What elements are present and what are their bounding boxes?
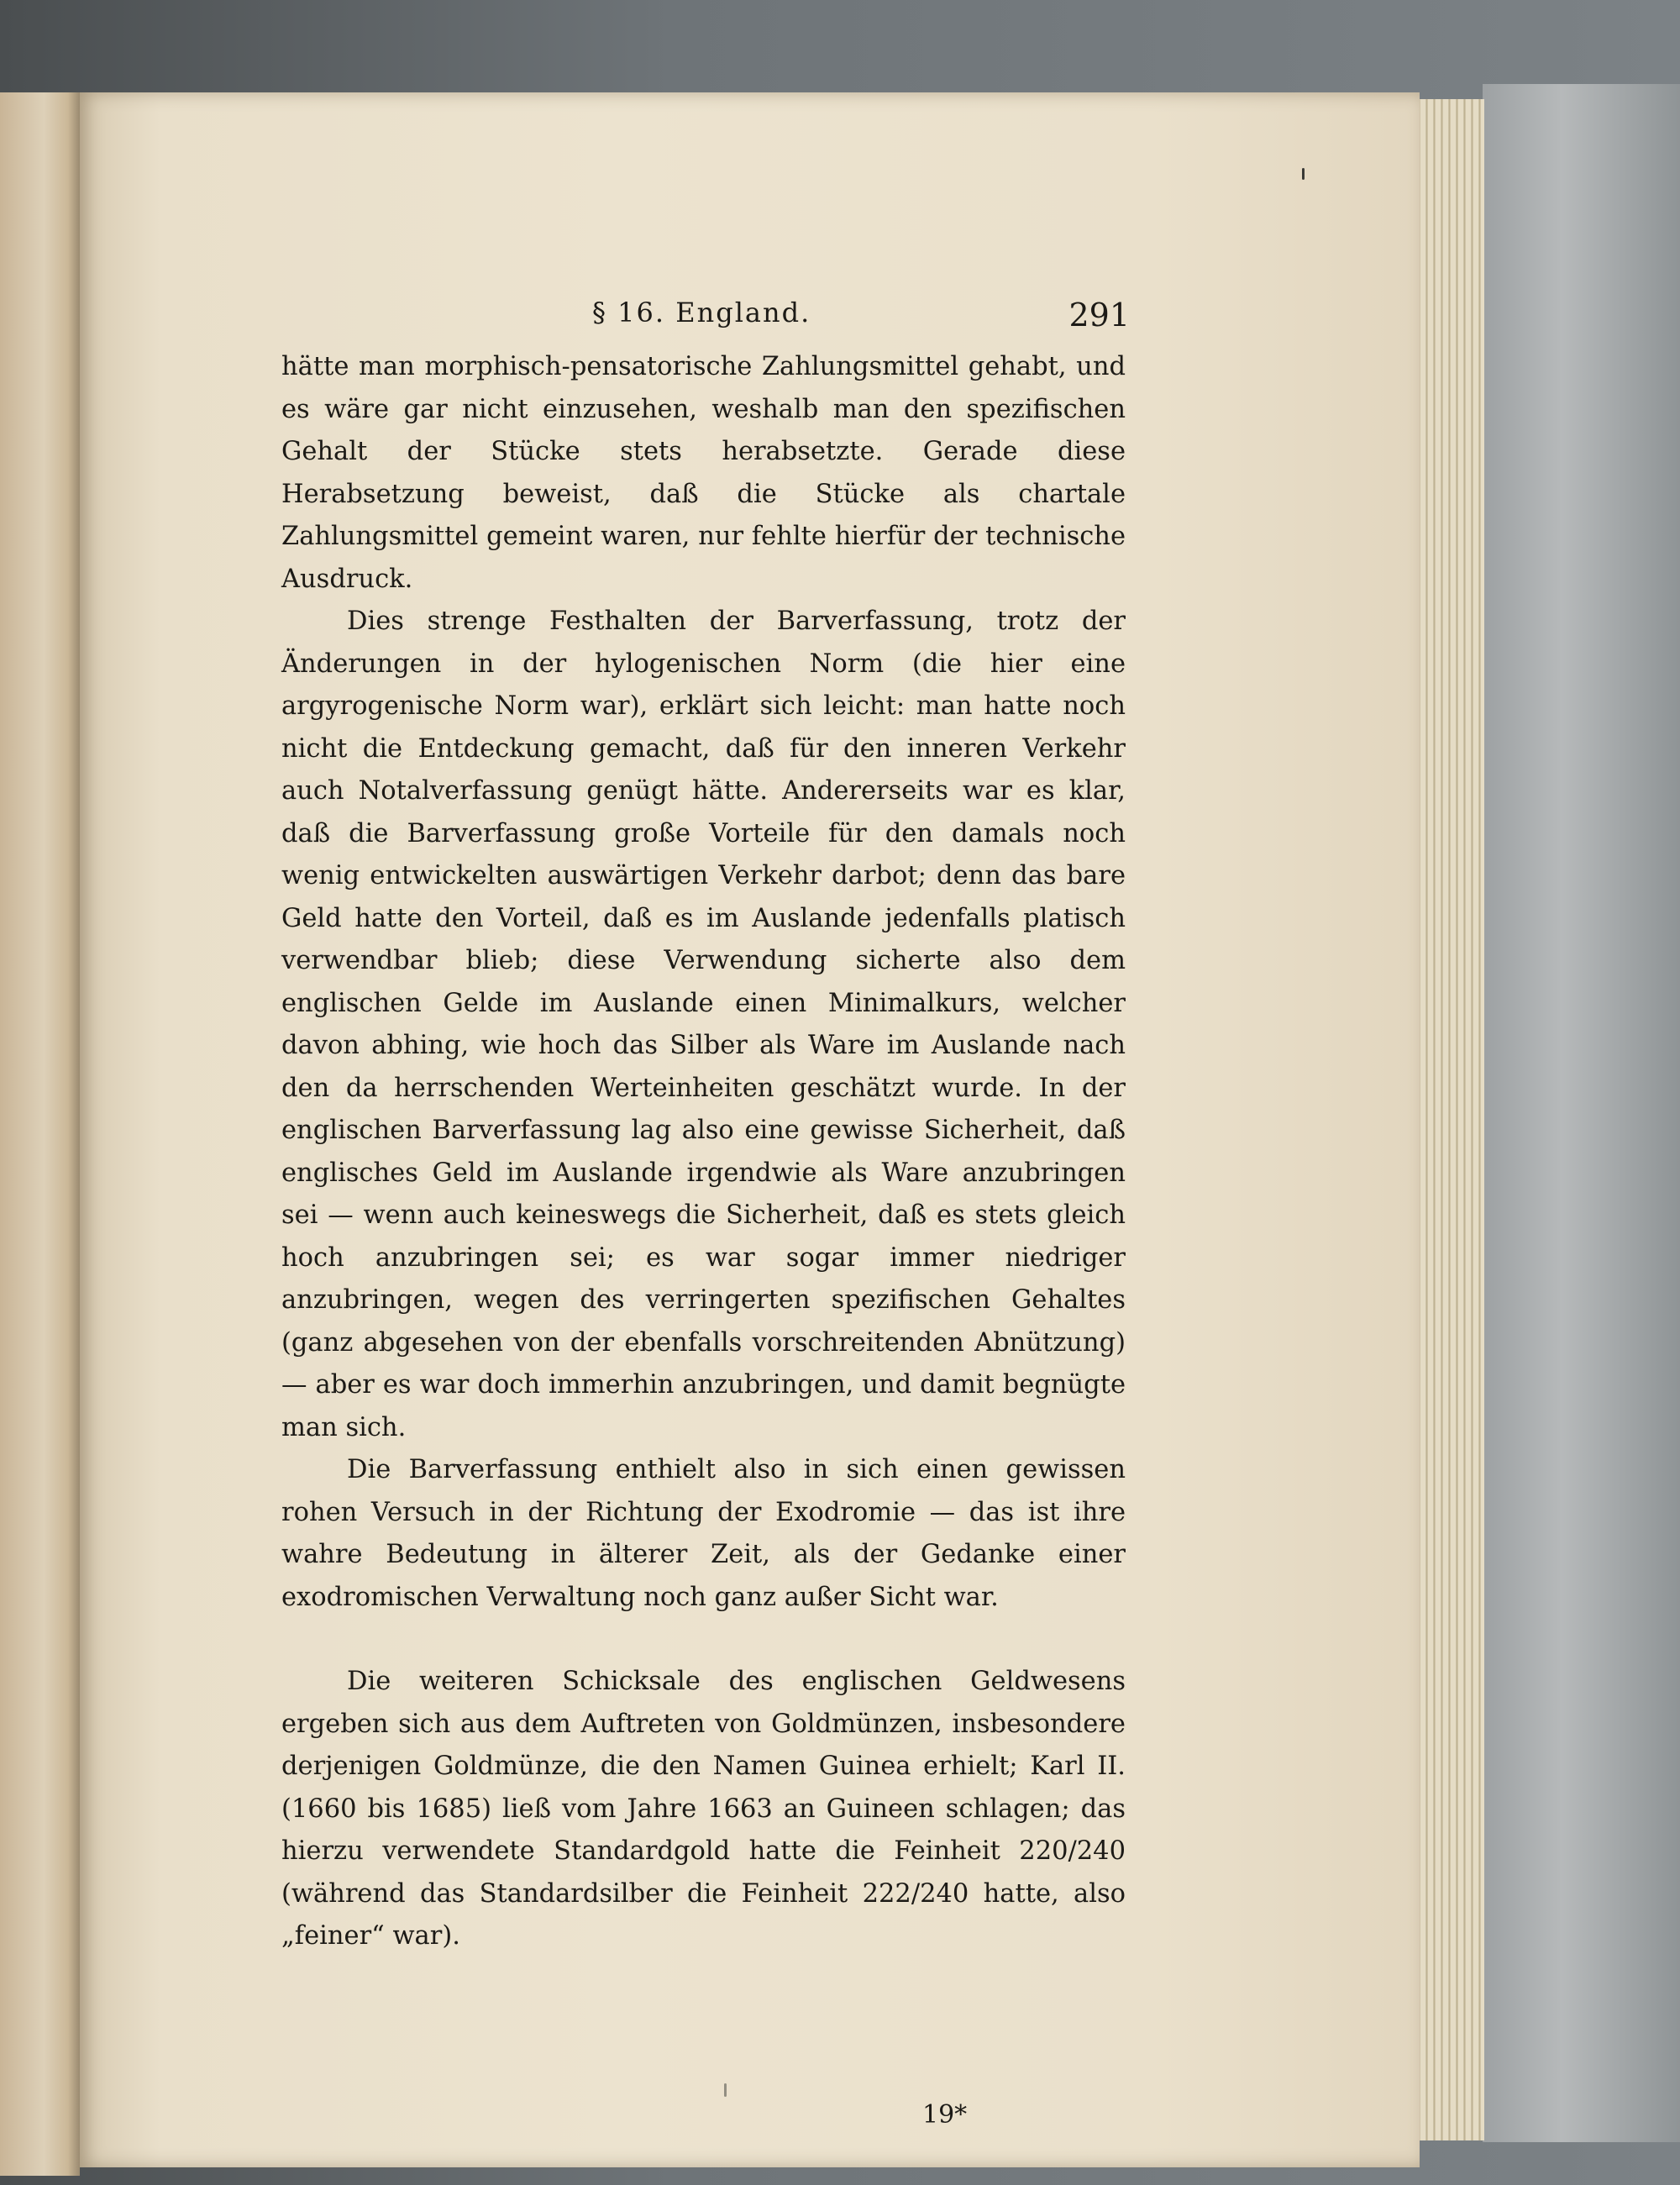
section-title: § 16. England. (592, 297, 811, 328)
paper-speck (724, 2083, 727, 2097)
running-header (281, 290, 1130, 340)
paragraph-1: hätte man morphisch-pensatorische Zahlungsmittel gehabt, und es wäre gar nicht einzusehen, weshalb man den spezifischen Gehalt der Stücke stets herabsetzte. Gerade diese Herabsetzung beweist, daß die Stücke als chartale Zahlungsmittel gemeint waren, nur fehlte hierfür der technische Ausdruck. (281, 352, 1126, 594)
paper-speck (1302, 168, 1305, 180)
body-text (281, 346, 1126, 1958)
paragraph-3: Die Barverfassung enthielt also in sich einen gewissen rohen Versuch in der Richtung der Exodromie — das ist ihre wahre Bedeutung in älterer Zeit, als der Gedanke einer exodromischen Verwaltung noch ganz außer Sicht war. (281, 1455, 1126, 1612)
page-block-edges (1411, 99, 1484, 2140)
signature-mark: 19* (922, 2100, 968, 2130)
paragraph-4: Die weiteren Schicksale des englischen Geldwesens ergeben sich aus dem Auftreten von Goldmünzen, insbesondere derjenigen Goldmünze, die den Namen Guinea erhielt; Karl II. (1660 bis 1685) ließ vom Jahre 1663 an Guineen schlagen; das hierzu verwendete Standardgold hatte die Feinheit 220/240 (während das Standardsilber die Feinheit 222/240 hatte, also „feiner“ war). (281, 1667, 1126, 1951)
left-page-edge (0, 92, 80, 2176)
page-number: 291 (1068, 297, 1130, 334)
book-cover (1483, 84, 1680, 2142)
paragraph-2: Dies strenge Festhalten der Barverfassung, trotz der Änderungen in der hylogenischen Norm (die hier eine argyrogenische Norm war), erklärt sich leicht: man hatte noch nicht die Entdeckung gemacht, daß für den inneren Verkehr auch Notalverfassung genügt hätte. Andererseits war es klar, daß die Barverfassung große Vorteile für den damals noch wenig entwickelten auswärtigen Verkehr darbot; denn das bare Geld hatte den Vorteil, daß es im Auslande jedenfalls platisch verwendbar blieb; diese Verwendung sicherte also dem englischen Gelde im Auslande einen Minimalkurs, welcher davon abhing, wie hoch das Silber als Ware im Auslande nach den da herrschenden Werteinheiten geschätzt wurde. In der englischen Barverfassung lag also eine gewisse Sicherheit, daß englisches Geld im Auslande irgendwie als Ware anzubringen sei — wenn auch keineswegs die Sicherheit, daß es stets gleich hoch anzubringen sei; es war sogar immer niedriger anzubringen, wegen des verringerten spezifischen Gehaltes (ganz abgesehen von der ebenfalls vorschreitenden Abnützung) — aber es war doch immerhin anzubringen, und damit begnügte man sich. (281, 607, 1126, 1442)
